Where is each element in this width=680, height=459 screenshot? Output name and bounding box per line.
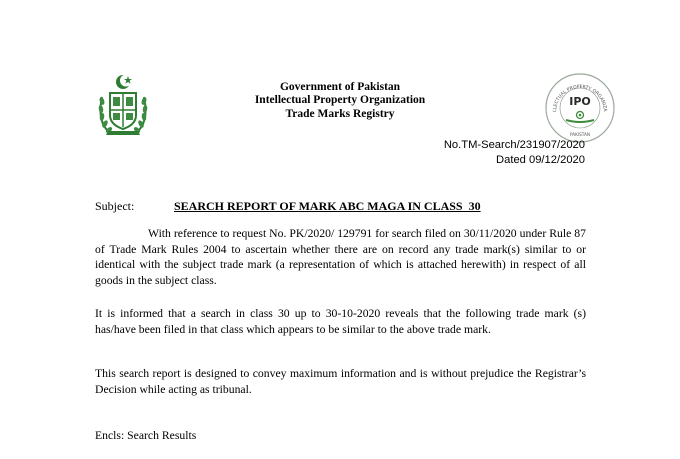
reference-number: No.TM-Search/231907/2020 (443, 139, 585, 151)
enclosure-line: Encls: Search Results (95, 429, 197, 442)
subject-label: Subject: (95, 199, 135, 213)
ipo-logo-icon (544, 72, 616, 144)
letterhead-government: Government of Pakistan (279, 81, 401, 93)
ipo-logo-text: IPO (569, 95, 591, 108)
body-paragraph-2: It is informed that a search in class 30 up to 30-10-2020 reveals that the following trade mark (s) has/have been filed in that class which appears to be similar to the above trade mark. (95, 307, 586, 336)
subject-line (95, 199, 481, 214)
reference-date: Dated 09/12/2020 (496, 154, 585, 166)
ipo-bottom-text: PAKISTAN (570, 132, 590, 137)
body-paragraph-1: With reference to request No. PK/2020/ 129791 for search filed on 30/11/2020 under Rule 87 of Trade Mark Rules 2004 to ascertain whether there are on record any trade mark(s) similar to or identical with the subject trade mark (a representation of which is attached herewith) in respect of all goods in the subject class. (95, 227, 586, 288)
ipo-ring-text: LLECTUAL PROPERTY ORGANIZA (552, 84, 608, 113)
body-paragraph-3: This search report is designed to convey maximum information and is without prejudice the Registrar’s Decision while acting as tribunal. (95, 367, 586, 396)
letterhead-organization: Intellectual Property Organization (254, 94, 426, 107)
reference-block (444, 138, 585, 168)
letterhead-registry: Trade Marks Registry (285, 107, 395, 120)
subject-title: SEARCH REPORT OF MARK ABC MAGA IN CLASS 30 (174, 199, 481, 213)
